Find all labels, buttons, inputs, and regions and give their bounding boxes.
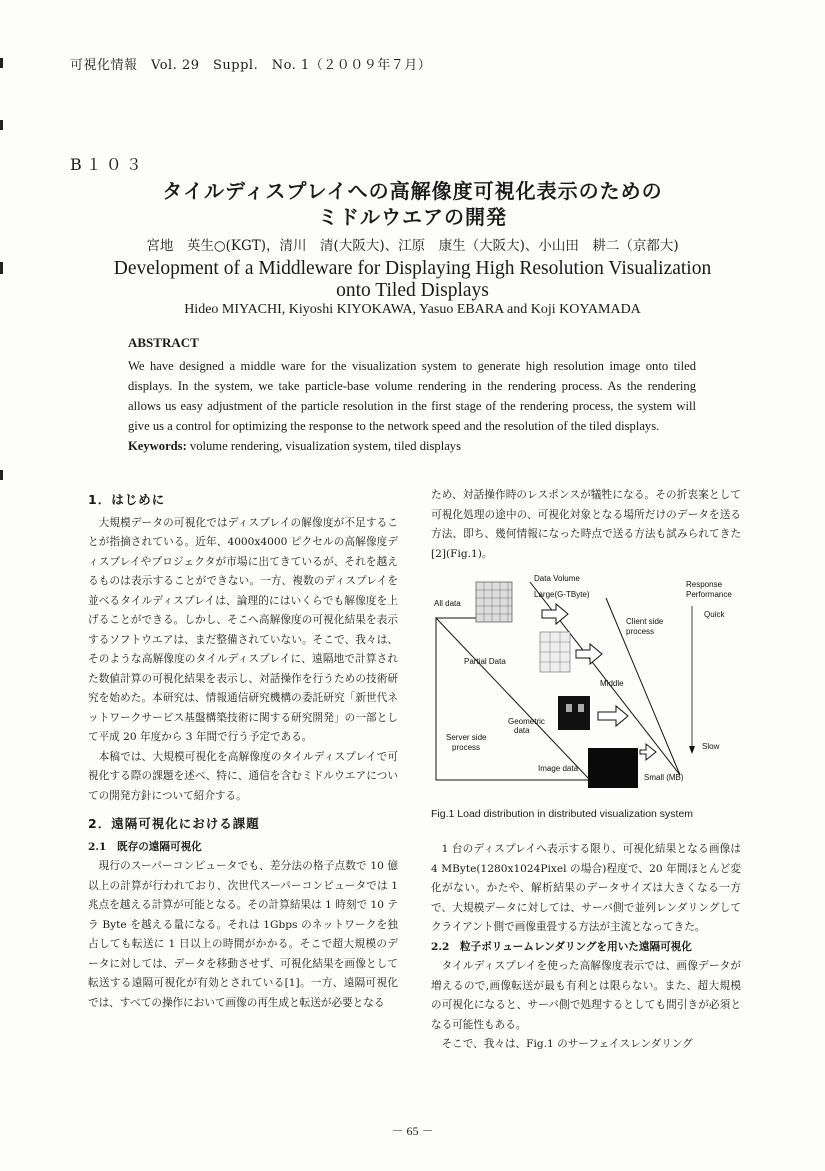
label-image-data: Image data (538, 764, 579, 773)
title-en-line1: Development of a Middleware for Displaying High Resolution Visualization (113, 258, 712, 279)
scan-edge-mark (0, 262, 3, 274)
label-middle: Middle (600, 679, 624, 688)
right-column-top (431, 486, 741, 564)
right-paragraph-after-figure: 1 台のディスプレイへ表示する限り、可視化結果となる画像は 4 MByte(1280x1024Pixel の場合)程度で、20 年間ほとんど変化がない。かたや、解析結果のデータサイズは大きくなる一方で、大規模データに対しては、サーバ側で並列レンダリングしてクライアント側で画像重畳する方法が主流となってきた。 (431, 843, 741, 933)
label-server-process: process (452, 743, 481, 752)
label-partial-data: Partial Data (464, 657, 506, 666)
page-number: － 65 － (391, 1124, 434, 1138)
data-cube-icon (476, 582, 512, 622)
paper-code: B１０３ (70, 155, 146, 174)
title-en-line2: onto Tiled Displays (336, 280, 489, 301)
label-small: Small (MB) (644, 773, 684, 782)
label-quick: Quick (704, 610, 725, 619)
right-paragraph-top: ため、対話操作時のレスポンスが犠牲になる。その折衷案として可視化処理の途中の、可視化対象となる場所だけのデータを送る方法、即ち、幾何情報になった時点で送る方法も試みられてきた[2](Fig.1)。 (431, 489, 741, 560)
authors-en: Hideo MIYACHI, Kiyoshi KIYOKAWA, Yasuo EBARA and Koji KOYAMADA (184, 302, 641, 317)
section-1-paragraph-2: 本稿では、大規模可視化を高解像度のタイルディスプレイで可視化する際の課題を述べ、特に、通信を含むミドルウエアについての開発方針について紹介する。 (88, 750, 398, 802)
authors-ja: 宮地 英生○(KGT)，清川 清(大阪大)、江原 康生（大阪大)、小山田 耕二（京都大) (146, 238, 679, 254)
section-2-heading: 2．遠隔可視化における課題 (88, 816, 260, 831)
label-client-process: process (626, 627, 655, 636)
response-arrowhead-icon (689, 746, 695, 754)
label-large: Large(G-TByte) (534, 590, 590, 599)
scan-edge-mark (0, 120, 3, 130)
section-1-paragraph-1: 大規模データの可視化ではディスプレイの解像度が不足することが指摘されている。近年、4000x4000 ピクセルの高解像度ディスプレイやプロジェクタが市場に出てきているが、それを越えるものは表示することができない。一方、複数のディスプレイを並べるタイルディスプレイは、論理的にはいくらでも解像度を上げることができる。しかし、そこへ高解像度の可視化結果を表示するソフトウエアは、まだ整備されていない。そこで、我々は、そのような高解像度のタイルディスプレイに、遠隔地で計算された数値計算の可視化結果を表示し、対話操作を行うための技術研究を始めた。本研究は、情報通信研究機構の委託研究「新世代ネットワークサービス基盤構築技術に関する研究開発」の一部として平成 20 年度から 3 年間で行う予定である。 (88, 516, 398, 743)
geometric-data-detail (578, 704, 584, 712)
geometric-data-icon (558, 696, 590, 730)
right-column-bottom (431, 840, 741, 1055)
image-data-block (588, 748, 638, 788)
label-geometric-data: data (514, 726, 530, 735)
figure-1-caption: Fig.1 Load distribution in distributed visualization system (431, 808, 694, 820)
partial-data-icon (540, 632, 570, 672)
label-performance: Performance (686, 590, 732, 599)
label-all-data: All data (434, 599, 461, 608)
arrow-right-icon (640, 744, 656, 760)
section-1-heading: 1．はじめに (88, 492, 166, 507)
title-en (60, 258, 765, 302)
subsection-2-2-paragraph-2: そこで、我々は、Fig.1 のサーフェイスレンダリング (441, 1038, 693, 1050)
title-ja-line1: タイルディスプレイへの高解像度可視化表示のための (162, 179, 663, 203)
label-response: Response (686, 580, 723, 589)
scan-edge-mark (0, 58, 3, 68)
keywords-label: Keywords: (128, 439, 187, 453)
journal-header: 可視化情報 Vol. 29 Suppl. No. 1（２００９年７月） (70, 58, 432, 73)
geometric-data-detail (566, 704, 572, 712)
label-server-side: Server side (446, 733, 487, 742)
label-geometric: Geometric (508, 717, 545, 726)
subsection-2-1-paragraph: 現行のスーパーコンピュータでも、差分法の格子点数で 10 億以上の計算が行われており、次世代スーパーコンピュータでは 1 兆点を越える計算が可能となる。その計算結果は 1 時刻で 10 テラ Byte を越える量になる。それは 1Gbps のネットワークを独占しても転送に 1 日以上の時間がかかる。そこで超大規模のデータに対しては、データを移動させず、可視化結果を画像として転送する遠隔可視化が有効とされている[1]。一方、遠隔可視化では、すべての操作において画像の再生成と転送が必要となる (88, 860, 398, 1009)
arrow-right-icon (598, 706, 628, 726)
abstract-text: We have designed a middle ware for the visualization system to generate high resolution image onto tiled displays. In the system, we take particle-base volume rendering in the rendering process. As the rendering allows us easy adjustment of the particle resolution in the first stage of the rendering process, the system will give us a control for optimizing the response to the network speed and the resolution of the tiled displays. (128, 359, 696, 433)
arrow-right-icon (542, 604, 568, 624)
abstract-body (128, 356, 696, 456)
label-client-side: Client side (626, 617, 664, 626)
abstract-heading: ABSTRACT (128, 335, 199, 350)
label-data-volume: Data Volume (534, 574, 580, 583)
subsection-2-2-heading: 2.2 粒子ボリュームレンダリングを用いた遠隔可視化 (431, 940, 692, 953)
label-slow: Slow (702, 742, 720, 751)
keywords-text: volume rendering, visualization system, tiled displays (186, 439, 461, 453)
subsection-2-2-paragraph-1: タイルディスプレイを使った高解像度表示では、画像データが増えるので,画像転送が最も有利とは限らない。また、超大規模の可視化になると、サーバ側で処理するとしても間引きが必須となる可能性もある。 (431, 960, 741, 1031)
figure-1-diagram (430, 570, 742, 798)
title-ja-line2: ミドルウエアの開発 (318, 205, 507, 229)
subsection-2-1-heading: 2.1 既存の遠隔可視化 (88, 840, 202, 853)
left-column (88, 490, 398, 1013)
scan-edge-mark (0, 470, 3, 480)
